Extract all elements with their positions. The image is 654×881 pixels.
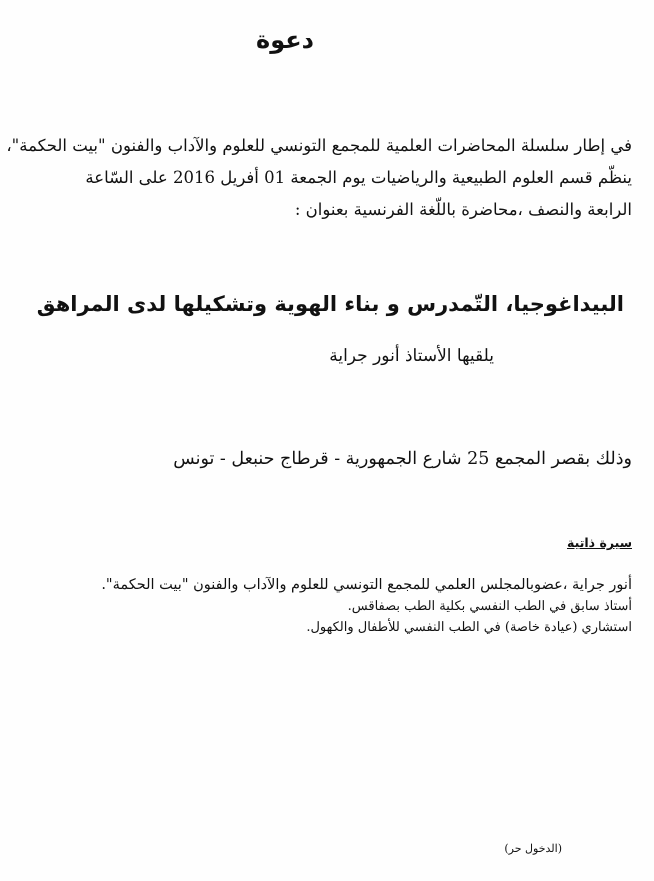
lecture-title: البيداغوجيا، التّمدرس و بناء الهوية وتشكيلها لدى المراهق [36, 292, 624, 316]
free-entry-note: (الدخول حر) [504, 842, 562, 855]
venue-line: وذلك بقصر المجمع 25 شارع الجمهورية - قرطاج حنبعل - تونس [173, 449, 632, 469]
intro-paragraph [6, 130, 632, 226]
document-title: دعوة [256, 26, 314, 54]
intro-line: ينظّم قسم العلوم الطبيعية والرياضيات يوم الجمعة 01 أفريل 2016 على السّاعة [85, 168, 632, 187]
bio-line: استشاري (عيادة خاصة) في الطب النفسي للأطفال والكهول. [306, 620, 632, 635]
bio-heading: سيرة ذاتية [567, 535, 632, 550]
intro-line: في إطار سلسلة المحاضرات العلمية للمجمع التونسي للعلوم والآداب والفنون "بيت الحكمة"، [6, 136, 632, 155]
lecturer-line: يلقيها الأستاذ أنور جراية [329, 346, 494, 366]
bio-line: أنور جراية ،عضوبالمجلس العلمي للمجمع التونسي للعلوم والآداب والفنون "بيت الحكمة". [101, 577, 632, 593]
intro-line: الرابعة والنصف ،محاضرة باللّغة الفرنسية بعنوان : [294, 200, 632, 219]
bio-line: أستاذ سابق في الطب النفسي بكلية الطب بصفاقس. [347, 599, 632, 614]
bio-section [72, 575, 632, 638]
